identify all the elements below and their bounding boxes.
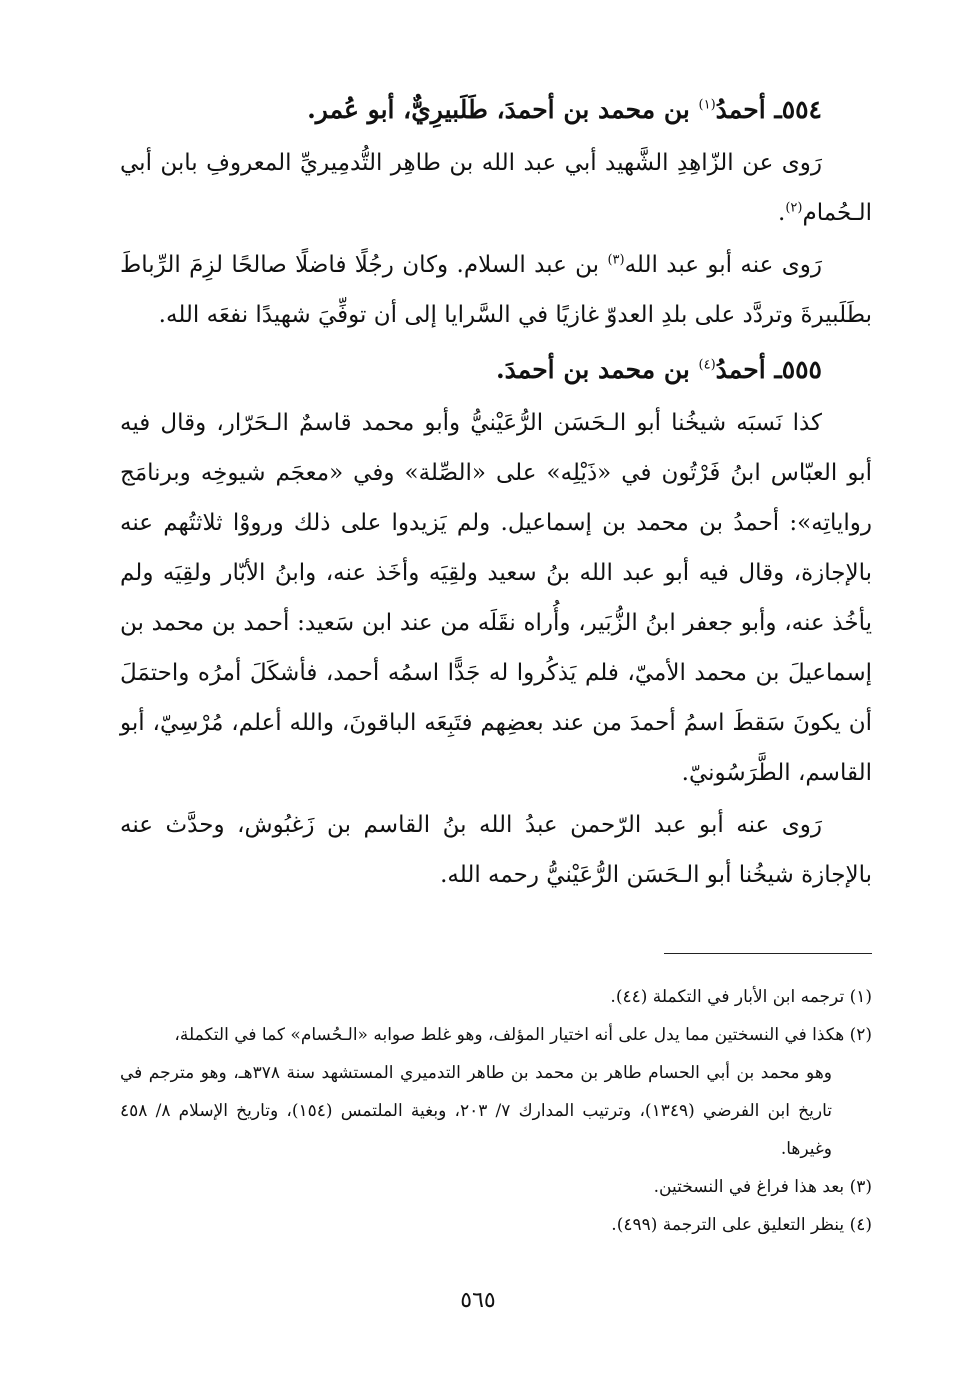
paragraph — [120, 240, 872, 340]
entry-number: ٥٥٥ـ — [774, 355, 822, 384]
footnote-number: (٢) — [849, 1025, 872, 1045]
entry-name-rest: بن محمد بن أحمدَ، طَلَبيرِيٌّ، أبو عُمر. — [307, 95, 690, 124]
footnote-ref-1: (١) — [698, 97, 716, 113]
paragraph-text: رَوى عنه أبو عبد الله — [624, 252, 822, 278]
footnote-text: ترجمه ابن الأبار في التكملة (٤٤). — [610, 987, 845, 1007]
paragraph — [120, 398, 872, 798]
footnote-number: (٤) — [849, 1215, 872, 1235]
entry-heading-554 — [120, 82, 872, 138]
entry-name: أحمدُ — [715, 95, 766, 124]
paragraph-text: رَوى عن الزّاهِدِ الشَّهيد أبي عبد الله بن طاهِر التُّدمِيريِّ المعروفِ بابن أبي الـحُمام — [120, 150, 872, 226]
footnote-ref-2: (٢) — [785, 200, 803, 216]
entry-name: أحمدُ — [715, 355, 766, 384]
footnote-text-continued: وهو محمد بن أبي الحسام طاهر بن محمد بن طاهر التدميري المستشهد سنة ٣٧٨هـ، وهو مترجم في تاريخ ابن الفرضي (١٣٤٩)، وترتيب المدارك ٧/ ٢٠٣، وبغية الملتمس (١٥٤)، وتاريخ الإسلام ٨/ ٤٥٨ وغيرها. — [120, 1063, 832, 1159]
paragraph-text-end: بن عبد السلام. وكان رجُلًا فاضلًا صالحًا لزِمَ الرِّباطَ بطَلَبيرةَ وتردَّد على بلدِ العدوّ غازيًا في السَّرايا إلى أن توفِّيَ شهيدًا نفعَه الله. — [120, 252, 872, 328]
footnotes — [120, 978, 872, 1244]
entry-heading-555 — [120, 342, 872, 398]
footnote-text: هكذا في النسختين مما يدل على أنه اختيار المؤلف، وهو غلط صوابه «الـحُسام» كما في التكملة، — [174, 1025, 845, 1045]
footnote-text: بعد هذا فراغ في النسختين. — [653, 1177, 845, 1197]
footnote-ref-3: (٣) — [607, 252, 625, 268]
paragraph-text: رَوى عنه أبو عبد الرّحمن عبدُ الله بنُ القاسم بن زَغبُوش، وحدَّث عنه بالإجازة شيخُنا أبو الـحَسَن الرُّعَيْنيُّ رحمه الله. — [120, 812, 872, 888]
footnote-number: (١) — [849, 987, 872, 1007]
footnote-4 — [120, 1206, 872, 1244]
footnote-2 — [120, 1016, 872, 1168]
paragraph-text-end: . — [778, 200, 786, 226]
footnote-1 — [120, 978, 872, 1016]
entry-number: ٥٥٤ـ — [774, 95, 822, 124]
footnote-number: (٣) — [849, 1177, 872, 1197]
entry-name-rest: بن محمد بن أحمدَ. — [495, 355, 690, 384]
footnote-text: ينظر التعليق على الترجمة (٤٩٩). — [611, 1215, 845, 1235]
footnote-3 — [120, 1168, 872, 1206]
paragraph — [120, 138, 872, 238]
footnote-divider — [664, 953, 872, 954]
paragraph — [120, 800, 872, 900]
main-text — [120, 82, 872, 900]
paragraph-text: كذا نَسبَه شيخُنا أبو الـحَسَن الرُّعَيْنيُّ وأبو محمد قاسمٌ الـحَرّار، وقال فيه أبو العبّاس ابنُ فَرْتُون في «ذَيْلِه» على «الصِّلة» وفي «معجَم شيوخِه وبرنامَج رواياتِه»: أحمدُ بن محمد بن إسماعيل. ولم يَزيدوا على ذلك ورووْا ثلاثتُهم عنه بالإجازة، وقال فيه أبو عبد الله بنُ سعيد ولقِيَه وأخَذ عنه، وابنُ الأبّار ولقِيَه ولم يأخُذ عنه، وأبو جعفر ابنُ الزُّبَير، وأُراه نقَلَه من عند ابن سَعيد: أحمد بن محمد بن إسماعيلَ بن محمد الأميّ، فلم يَذكُروا له جَدًّا اسمُه أحمد، فأشكَلَ أمرُه واحتمَلَ أن يكونَ سَقطَ اسمُ أحمدَ من عند بعضِهم فتَبِعَه الباقونَ، والله أعلم، مُرْسِيّ، أبو القاسم، الطَّرَسُونيّ. — [120, 410, 872, 786]
footnote-ref-4: (٤) — [698, 357, 716, 373]
page-number: ٥٦٥ — [460, 1288, 496, 1313]
